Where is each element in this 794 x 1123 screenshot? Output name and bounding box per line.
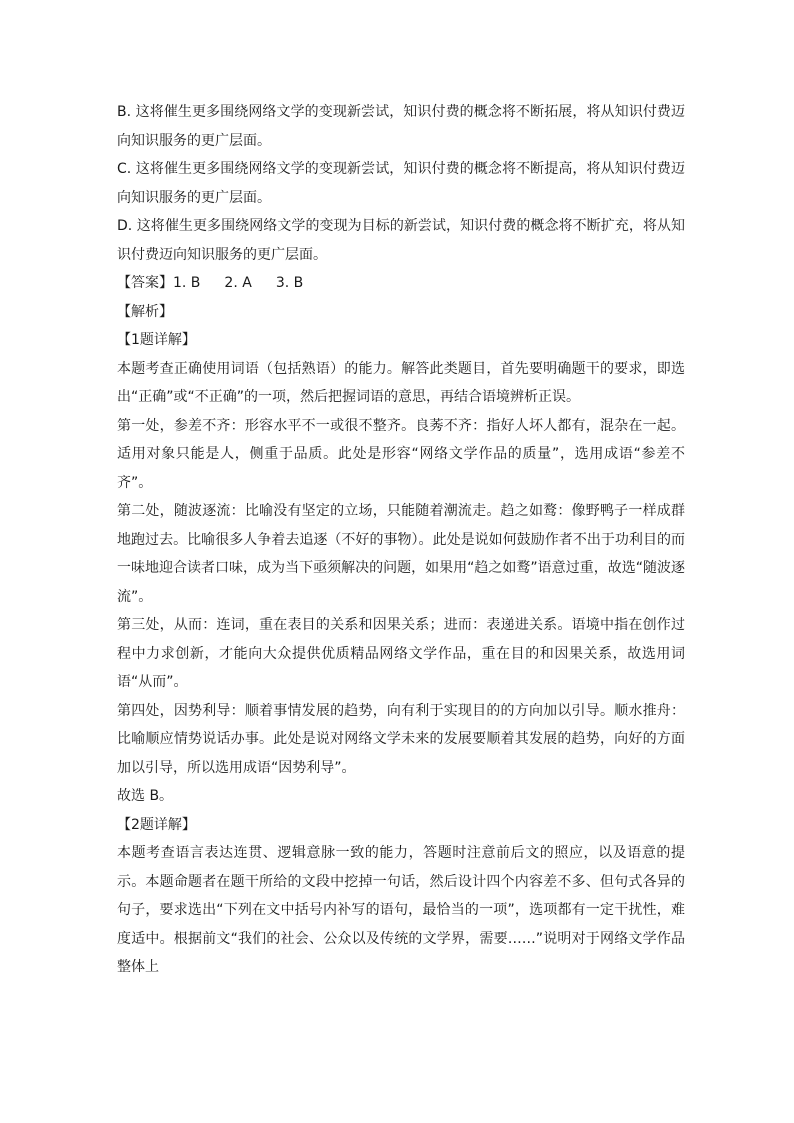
option-text: 这将催生更多围绕网络文学的变现为目标的新尝试，知识付费的概念将不断扩充，将从知识付费迈向知识服务的更广层面。 (117, 218, 686, 263)
option-text: 这将催生更多围绕网络文学的变现新尝试，知识付费的概念将不断提高，将从知识付费迈向知识服务的更广层面。 (117, 161, 686, 206)
q1-paragraph: 本题考查正确使用词语（包括熟语）的能力。解答此类题目，首先要明确题干的要求，即选出“正确”或“不正确”的一项，然后把握词语的意思，再结合语境辨析正误。 (117, 360, 685, 405)
q1-paragraph: 第四处，因势利导：顺着事情发展的趋势，向有利于实现目的的方向加以引导。顺水推舟：比喻顺应情势说话办事。此处是说对网络文学未来的发展要顺着其发展的趋势，向好的方面加以引导，所以选用成语“因势利导”。 (117, 702, 685, 776)
option-label: B. (117, 104, 132, 120)
option-text: 这将催生更多围绕网络文学的变现新尝试，知识付费的概念将不断拓展，将从知识付费迈向知识服务的更广层面。 (117, 104, 686, 149)
answer-value-2: 2. A (224, 275, 252, 291)
analysis-heading: 【解析】 (117, 303, 173, 320)
q2-paragraph: 本题考查语言表达连贯、逻辑意脉一致的能力，答题时注意前后文的照应，以及语意的提示。本题命题者在题干所给的文段中挖掉一句话，然后设计四个内容差不多、但句式各异的句子，要求选出“下列在文中括号内补写的语句，最恰当的一项”，选项都有一定干扰性，难度适中。根据前文“我们的社会、公众以及传统的文学界，需要……”说明对于网络文学作品整体上 (117, 845, 685, 975)
option-label: C. (117, 161, 132, 177)
option-c (117, 155, 685, 212)
q1-heading: 【1题详解】 (117, 332, 196, 348)
answer-line (117, 269, 685, 298)
option-d (117, 212, 685, 269)
document-page (117, 98, 685, 982)
q1-conclusion: 故选 B。 (117, 788, 174, 804)
q2-heading: 【2题详解】 (117, 816, 196, 833)
q1-paragraph: 第三处，从而：连词，重在表目的关系和因果关系；进而：表递进关系。语境中指在创作过程中力求创新，才能向大众提供优质精品网络文学作品，重在目的和因果关系，故选用词语“从而”。 (117, 617, 685, 690)
answer-value-3: 3. B (275, 275, 304, 291)
q1-paragraph: 第二处，随波逐流：比喻没有坚定的立场，只能随着潮流走。趋之如鹜：像野鸭子一样成群地跑过去。比喻很多人争着去追逐（不好的事物）。此处是说如何鼓励作者不出于功利目的而一味地迎合读者口味，成为当下亟须解决的问题，如果用“趋之如鹜”语意过重，故选“随波逐流”。 (117, 503, 685, 605)
option-label: D. (117, 218, 133, 234)
q1-paragraph: 第一处，参差不齐：形容水平不一或很不整齐。良莠不齐：指好人坏人都有，混杂在一起。适用对象只能是人，侧重于品质。此处是形容“网络文学作品的质量”，选用成语“参差不齐”。 (117, 417, 685, 491)
answer-value-1: 1. B (173, 275, 201, 291)
option-b (117, 98, 685, 155)
answer-heading: 【答案】 (117, 275, 173, 291)
